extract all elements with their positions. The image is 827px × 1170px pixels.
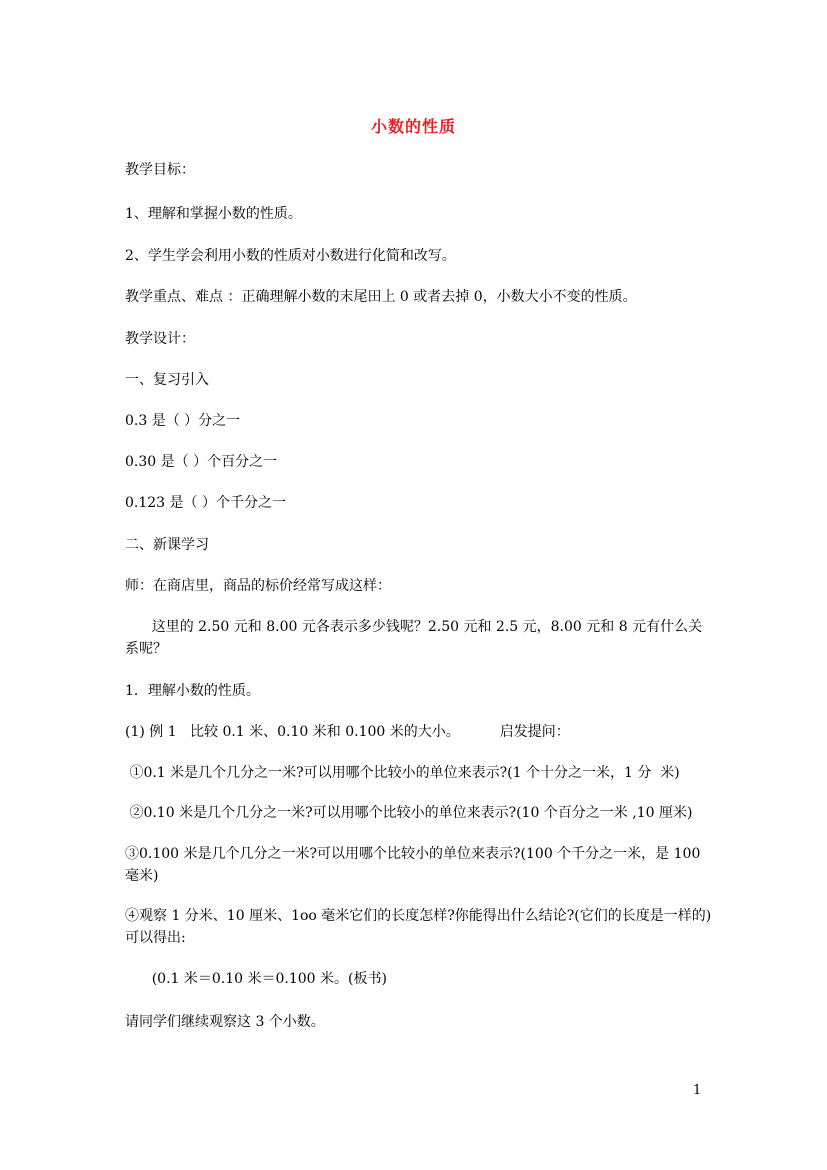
paragraph-price-question: 这里的 2.50 元和 8.00 元各表示多少钱呢？2.50 元和 2.5 元，8.00 元和 8 元有什么关系呢？ bbox=[125, 619, 703, 657]
paragraph-objectives-heading: 教学目标： bbox=[125, 162, 195, 178]
paragraph-question-1: ①0.1 米是几个几分之一米?可以用哪个比较小的单位来表示?(1 个十分之一米，1 分 米) bbox=[125, 765, 680, 781]
paragraph-question-3: ③0.100 米是几个几分之一米?可以用哪个比较小的单位来表示?(100 个千分之一米，是 100 毫米) bbox=[125, 846, 701, 884]
paragraph-objective-1: 1、理解和掌握小数的性质。 bbox=[125, 206, 302, 222]
paragraph-review-1: 0.3 是（ ）分之一 bbox=[125, 413, 241, 429]
paragraph-review-3: 0.123 是（ ）个千分之一 bbox=[125, 495, 286, 511]
paragraph-objective-2: 2、学生学会利用小数的性质对小数进行化简和改写。 bbox=[125, 248, 456, 264]
paragraph-conclusion: (0.1 米＝0.10 米＝0.100 米。(板书) bbox=[125, 971, 387, 987]
paragraph-question-4: ④观察 1 分米、10 厘米、1oo 毫米它们的长度怎样?你能得出什么结论?(它们的长度是一样的) 可以得出: bbox=[125, 908, 712, 946]
paragraph-design-heading: 教学设计： bbox=[125, 331, 195, 347]
paragraph-understand-heading: 1．理解小数的性质。 bbox=[125, 683, 260, 699]
paragraph-question-2: ②0.10 米是几个几分之一米?可以用哪个比较小的单位来表示?(10 个百分之一米 ,10 厘米) bbox=[125, 805, 693, 821]
page-number: 1 bbox=[693, 1083, 702, 1098]
paragraph-teacher-intro: 师：在商店里，商品的标价经常写成这样： bbox=[125, 578, 391, 594]
paragraph-new-lesson-heading: 二、新课学习 bbox=[125, 537, 209, 553]
paragraph-review-2: 0.30 是（ ）个百分之一 bbox=[125, 454, 278, 470]
paragraph-key-points: 教学重点、难点 ：正确理解小数的末尾田上 0 或者去掉 0，小数大小不变的性质。 bbox=[125, 289, 637, 305]
document-title: 小数的性质 bbox=[370, 117, 456, 136]
paragraph-review-heading: 一、复习引入 bbox=[125, 372, 209, 388]
paragraph-example-1: (1) 例 1 比较 0.1 米、0.10 米和 0.100 米的大小。 启发提问： bbox=[125, 724, 570, 740]
paragraph-observe: 请同学们继续观察这 3 个小数。 bbox=[125, 1014, 325, 1030]
